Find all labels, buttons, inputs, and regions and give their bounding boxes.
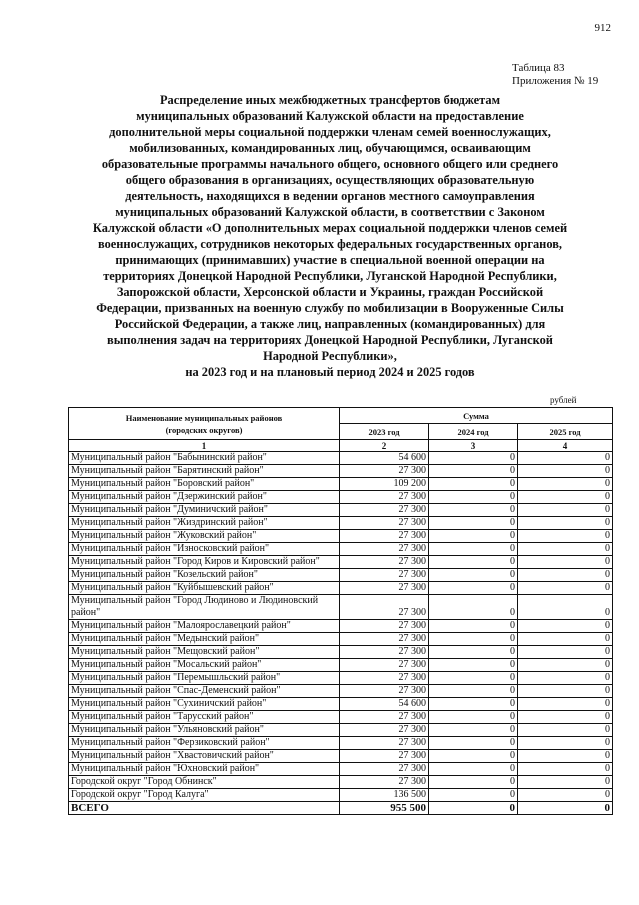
table-row (69, 465, 613, 478)
row-2023: 27 300 (340, 491, 429, 504)
title-line: муниципальных образований Калужской области на предоставление (136, 109, 524, 123)
row-2023: 27 300 (340, 556, 429, 569)
row-2024: 0 (429, 698, 518, 711)
row-2025: 0 (518, 698, 613, 711)
header-year-2024: 2024 год (429, 424, 518, 440)
row-2023: 27 300 (340, 595, 429, 620)
table-row (69, 711, 613, 724)
row-2024: 0 (429, 517, 518, 530)
title-line: образовательные программы начального общего, основного общего или среднего (101, 157, 559, 171)
table-reference (512, 62, 598, 88)
row-name: Муниципальный район "Малоярославецкий район" (69, 620, 340, 633)
table-row (69, 556, 613, 569)
total-2023: 955 500 (340, 802, 429, 815)
title-line: деятельность, находящихся в ведении органов местного самоуправления (125, 189, 535, 203)
table-row (69, 789, 613, 802)
row-2024: 0 (429, 595, 518, 620)
row-2025: 0 (518, 672, 613, 685)
row-name: Муниципальный район "Тарусский район" (69, 711, 340, 724)
row-2024: 0 (429, 569, 518, 582)
row-2025: 0 (518, 724, 613, 737)
row-2025: 0 (518, 491, 613, 504)
row-2023: 27 300 (340, 633, 429, 646)
header-name-column (69, 408, 340, 440)
row-name: Муниципальный район "Куйбышевский район" (69, 582, 340, 595)
table-row (69, 517, 613, 530)
header-name-line2: (городских округов) (165, 424, 243, 435)
table-row (69, 685, 613, 698)
row-2023: 27 300 (340, 711, 429, 724)
row-name: Муниципальный район "Сухиничский район" (69, 698, 340, 711)
row-2025: 0 (518, 595, 613, 620)
row-name: Муниципальный район "Перемышльский район" (69, 672, 340, 685)
row-name: Муниципальный район "Дзержинский район" (69, 491, 340, 504)
row-2024: 0 (429, 556, 518, 569)
title-line: Распределение иных межбюджетных трансфертов бюджетам (159, 93, 501, 107)
row-2025: 0 (518, 478, 613, 491)
row-2023: 109 200 (340, 478, 429, 491)
table-row (69, 452, 613, 465)
table-row (69, 763, 613, 776)
row-2023: 27 300 (340, 763, 429, 776)
row-2023: 27 300 (340, 685, 429, 698)
row-2024: 0 (429, 478, 518, 491)
row-name: Муниципальный район "Город Киров и Кировский район" (69, 556, 340, 569)
document-title (60, 92, 600, 380)
row-2025: 0 (518, 504, 613, 517)
title-line: военнослужащих, сотрудников некоторых федеральных государственных органов, (97, 237, 562, 251)
title-line: Российской Федерации, а также лиц, направленных (командированных) для (114, 317, 546, 331)
table-row (69, 659, 613, 672)
table-row (69, 646, 613, 659)
title-line: Запорожской области, Херсонской области и Украины, граждан Российской (116, 285, 544, 299)
row-2025: 0 (518, 517, 613, 530)
title-line: Федерации, призванных на военную службу по мобилизации в Вооруженные Силы (96, 301, 564, 315)
row-2023: 27 300 (340, 465, 429, 478)
units-label: рублей (550, 395, 577, 405)
row-2025: 0 (518, 659, 613, 672)
header-year-2025: 2025 год (518, 424, 613, 440)
row-2025: 0 (518, 685, 613, 698)
row-2025: 0 (518, 543, 613, 556)
title-line: мобилизованных, командированных лиц, обучающимся, осваивающим (129, 141, 531, 155)
table-row (69, 491, 613, 504)
title-line: дополнительной меры социальной поддержки членам семей военнослужащих, (109, 125, 551, 139)
row-2023: 27 300 (340, 724, 429, 737)
row-2024: 0 (429, 504, 518, 517)
table-row (69, 633, 613, 646)
row-2024: 0 (429, 724, 518, 737)
row-2025: 0 (518, 465, 613, 478)
row-2024: 0 (429, 737, 518, 750)
total-2025: 0 (518, 802, 613, 815)
row-2024: 0 (429, 776, 518, 789)
row-2025: 0 (518, 776, 613, 789)
row-2024: 0 (429, 452, 518, 465)
row-2024: 0 (429, 659, 518, 672)
header-num-4: 4 (518, 440, 613, 452)
row-name: Муниципальный район "Жуковский район" (69, 530, 340, 543)
row-2024: 0 (429, 491, 518, 504)
distribution-table (68, 407, 613, 815)
row-2025: 0 (518, 763, 613, 776)
row-2024: 0 (429, 543, 518, 556)
row-2024: 0 (429, 582, 518, 595)
title-line: выполнения задач на территориях Донецкой Народной Республики, Луганской (107, 333, 553, 347)
title-line: общего образования в организациях, осуществляющих образовательную (125, 173, 535, 187)
row-name: Муниципальный район "Ульяновский район" (69, 724, 340, 737)
title-line: Народной Республики», (263, 349, 397, 363)
row-2023: 27 300 (340, 776, 429, 789)
row-2024: 0 (429, 633, 518, 646)
table-row (69, 724, 613, 737)
row-2025: 0 (518, 633, 613, 646)
table-row (69, 620, 613, 633)
row-2024: 0 (429, 465, 518, 478)
table-row (69, 737, 613, 750)
row-2025: 0 (518, 569, 613, 582)
row-name: Муниципальный район "Ферзиковский район" (69, 737, 340, 750)
row-2025: 0 (518, 789, 613, 802)
row-2023: 27 300 (340, 530, 429, 543)
header-year-2023: 2023 год (340, 424, 429, 440)
row-2025: 0 (518, 582, 613, 595)
row-name: Муниципальный район "Хвастовичский район" (69, 750, 340, 763)
row-2023: 136 500 (340, 789, 429, 802)
table-row (69, 543, 613, 556)
table-label: Таблица 83 (512, 62, 565, 74)
row-2025: 0 (518, 530, 613, 543)
table-row (69, 504, 613, 517)
table-row (69, 569, 613, 582)
total-row (69, 802, 613, 815)
row-name: Муниципальный район "Медынский район" (69, 633, 340, 646)
row-2023: 27 300 (340, 646, 429, 659)
row-2024: 0 (429, 711, 518, 724)
row-2024: 0 (429, 646, 518, 659)
header-num-2: 2 (340, 440, 429, 452)
row-2025: 0 (518, 750, 613, 763)
row-2023: 27 300 (340, 750, 429, 763)
row-name: Муниципальный район "Город Людиново и Людиновский район" (69, 595, 340, 620)
row-2024: 0 (429, 620, 518, 633)
row-2023: 27 300 (340, 659, 429, 672)
row-name: Городской округ "Город Калуга" (69, 789, 340, 802)
row-name: Муниципальный район "Мосальский район" (69, 659, 340, 672)
row-2024: 0 (429, 763, 518, 776)
row-2024: 0 (429, 750, 518, 763)
row-2023: 27 300 (340, 582, 429, 595)
table-row (69, 672, 613, 685)
row-2024: 0 (429, 672, 518, 685)
row-2023: 27 300 (340, 517, 429, 530)
row-2023: 27 300 (340, 504, 429, 517)
row-2023: 54 600 (340, 698, 429, 711)
total-label: ВСЕГО (69, 802, 340, 815)
appendix-label: Приложения № 19 (512, 75, 599, 87)
row-2023: 27 300 (340, 620, 429, 633)
row-name: Муниципальный район "Мещовский район" (69, 646, 340, 659)
table-row (69, 776, 613, 789)
table-row (69, 582, 613, 595)
title-line: территориях Донецкой Народной Республики, Луганской Народной Республики, (103, 269, 557, 283)
header-sum: Сумма (340, 408, 613, 424)
row-2024: 0 (429, 530, 518, 543)
row-2024: 0 (429, 789, 518, 802)
table-row (69, 698, 613, 711)
row-name: Муниципальный район "Юхновский район" (69, 763, 340, 776)
row-2023: 27 300 (340, 672, 429, 685)
row-name: Муниципальный район "Спас-Деменский район" (69, 685, 340, 698)
table-row (69, 478, 613, 491)
page-number: 912 (594, 22, 611, 34)
row-2024: 0 (429, 685, 518, 698)
row-2023: 27 300 (340, 737, 429, 750)
row-name: Муниципальный район "Бабынинский район" (69, 452, 340, 465)
row-name: Муниципальный район "Козельский район" (69, 569, 340, 582)
table-row (69, 750, 613, 763)
row-name: Муниципальный район "Износковский район" (69, 543, 340, 556)
row-2023: 54 600 (340, 452, 429, 465)
row-2023: 27 300 (340, 543, 429, 556)
title-line: Калужской области «О дополнительных мерах социальной поддержки членов семей (92, 221, 568, 235)
row-2025: 0 (518, 711, 613, 724)
row-name: Муниципальный район "Думиничский район" (69, 504, 340, 517)
title-line: принимающих (принимавших) участие в специальной военной операции на (115, 253, 545, 267)
row-2025: 0 (518, 646, 613, 659)
row-name: Муниципальный район "Барятинский район" (69, 465, 340, 478)
title-line: на 2023 год и на плановый период 2024 и 2025 годов (185, 365, 475, 379)
row-2025: 0 (518, 556, 613, 569)
row-name: Муниципальный район "Жиздринский район" (69, 517, 340, 530)
row-name: Муниципальный район "Боровский район" (69, 478, 340, 491)
title-line: муниципальных образований Калужской области, в соответствии с Законом (115, 205, 545, 219)
header-num-1: 1 (69, 440, 340, 452)
total-2024: 0 (429, 802, 518, 815)
header-name-line1: Наименование муниципальных районов (125, 412, 283, 423)
table-row (69, 595, 613, 620)
table-row (69, 530, 613, 543)
header-num-3: 3 (429, 440, 518, 452)
row-2025: 0 (518, 452, 613, 465)
row-name: Городской округ "Город Обнинск" (69, 776, 340, 789)
row-2025: 0 (518, 737, 613, 750)
row-2023: 27 300 (340, 569, 429, 582)
row-2025: 0 (518, 620, 613, 633)
